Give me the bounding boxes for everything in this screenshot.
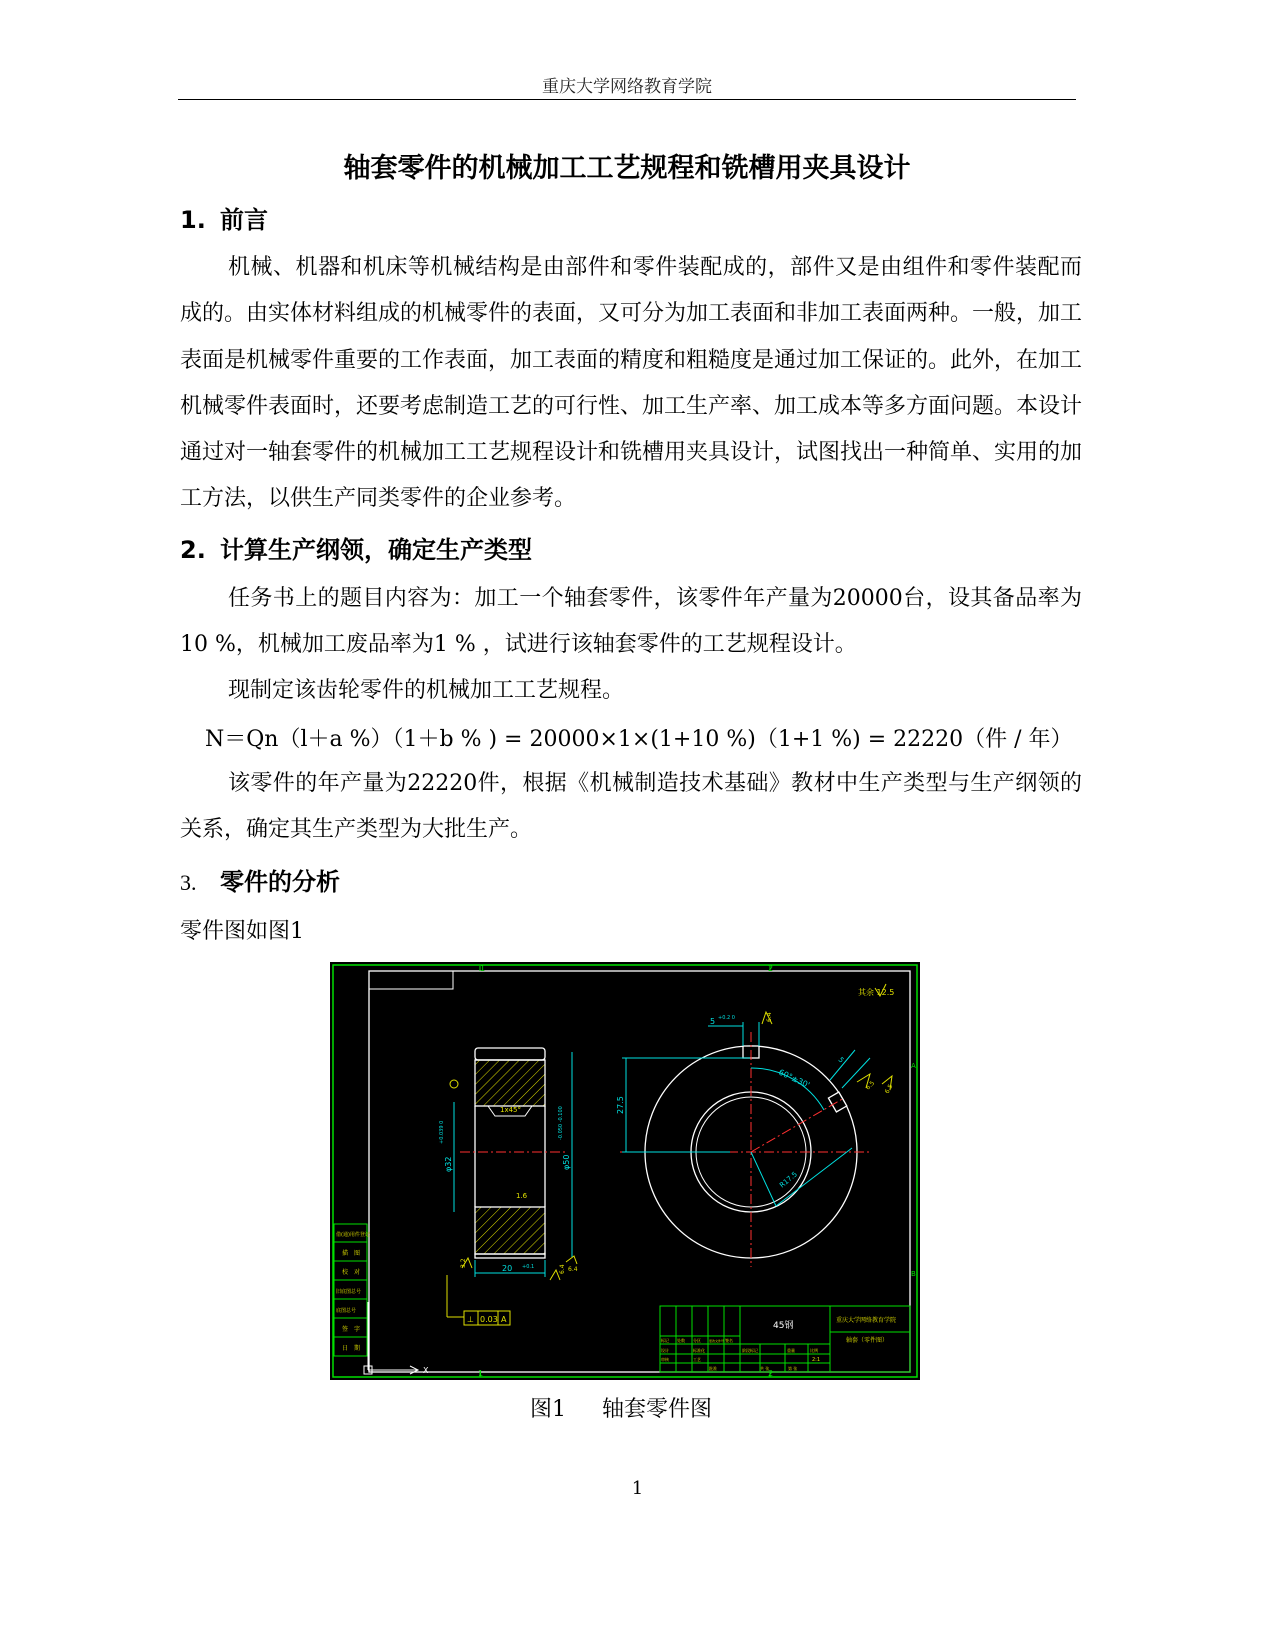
header-divider: [178, 99, 1076, 100]
section-2-paragraph-2: 现制定该齿轮零件的机械加工工艺规程。: [228, 678, 625, 703]
slot-tol: +0.2 0: [718, 1015, 735, 1021]
slot2-width-label: 5: [836, 1055, 846, 1065]
svg-text:批准: 批准: [709, 1366, 717, 1371]
school-label: 重庆大学网络教育学院: [836, 1317, 897, 1324]
datum-label: A: [501, 1315, 507, 1324]
chamfer-label: 1x45°: [500, 1106, 522, 1114]
page-header: 重庆大学网络教育学院: [542, 77, 712, 97]
grid-right-b: B: [911, 1270, 916, 1278]
figure-label: 图1: [530, 1397, 566, 1422]
left-strip: [334, 1224, 370, 1356]
svg-text:分区: 分区: [693, 1338, 701, 1343]
slot-width-label: 5: [710, 1017, 716, 1026]
top-left-box: [369, 971, 453, 989]
inner-roughness: 1.6: [516, 1192, 528, 1200]
depth-label: 27.5: [616, 1096, 625, 1114]
svg-text:6.4: 6.4: [568, 1266, 578, 1273]
scale-label: 2:1: [812, 1357, 821, 1363]
svg-text:日 期: 日 期: [342, 1345, 361, 1352]
svg-text:共 张: 共 张: [760, 1366, 770, 1371]
svg-text:签 字: 签 字: [342, 1326, 361, 1333]
section-title: 前言: [220, 206, 268, 234]
radius-label: R17.5: [778, 1170, 799, 1190]
section-2-paragraph-1: 任务书上的题目内容为：加工一个轴套零件，该零件年产量为20000台，设其备品率为10 %，机械加工废品率为1 % ，试进行该轴套零件的工艺规程设计。: [180, 586, 1082, 658]
outer-dia-tol: -0.050 -0.100: [558, 1106, 564, 1140]
length-label: 20: [502, 1264, 513, 1273]
slot2-roughness: 6.5: [864, 1079, 877, 1092]
grid-top-2: 2: [768, 964, 774, 973]
section-2-paragraph-3: 该零件的年产量为22220件，根据《机械制造技术基础》教材中生产类型与生产纲领的关系，确定其生产类型为大批生产。: [180, 771, 1082, 843]
part-drawing: [330, 962, 920, 1380]
svg-text:更改文件号: 更改文件号: [709, 1339, 725, 1343]
svg-text:X: X: [423, 1366, 429, 1375]
svg-text:⊥: ⊥: [467, 1315, 474, 1324]
svg-text:旧底图总号: 旧底图总号: [336, 1289, 362, 1295]
svg-text:工艺: 工艺: [693, 1357, 701, 1362]
section-number: 2.: [180, 536, 206, 564]
angle-label: 60°±30': [777, 1067, 812, 1090]
svg-text:描 图: 描 图: [342, 1250, 361, 1257]
title-block: [660, 1306, 910, 1372]
svg-text:处数: 处数: [677, 1338, 685, 1343]
slot2-roughness-b: 6.5: [883, 1083, 895, 1095]
section-1-heading: [180, 200, 268, 235]
grid-top-1: 1: [480, 964, 486, 973]
svg-text:标准化: 标准化: [693, 1348, 705, 1353]
section-1-paragraph: 机械、机器和机床等机械结构是由部件和零件装配成的，部件又是由组件和零件装配而成的。由实体材料组成的机械零件的表面，又可分为加工表面和非加工表面两种。一般，加工表面是机械零件重要的工作表面，加工表面的精度和粗糙度是通过加工保证的。此外，在加工机械零件表面时，还要考虑制造工艺的可行性、加工生产率、加工成本等多方面问题。本设计通过对一轴套零件的机械加工工艺规程设计和铣槽用夹具设计，试图找出一种简单、实用的加工方法，以供生产同类零件的企业参考。: [180, 255, 1083, 512]
runout-tol: 0.03: [480, 1315, 498, 1324]
end-roughness-right: 6.4: [559, 1264, 566, 1274]
svg-text:重量: 重量: [787, 1348, 795, 1353]
section-title: 零件的分析: [220, 868, 340, 896]
svg-text:底图总号: 底图总号: [336, 1308, 357, 1314]
svg-text:校 对: 校 对: [342, 1269, 361, 1276]
section-3-heading: [180, 862, 340, 897]
svg-text:审核: 审核: [661, 1357, 669, 1362]
front-view: [439, 1048, 578, 1325]
section-title: 计算生产纲领，确定生产类型: [220, 536, 532, 564]
grid-right-a: A: [911, 1062, 916, 1070]
section-number: 1.: [180, 206, 206, 234]
slot-roughness: 6.4: [766, 1012, 773, 1022]
svg-text:标记: 标记: [661, 1338, 669, 1343]
svg-text:比例: 比例: [810, 1348, 818, 1353]
inner-dia-label: φ32: [444, 1156, 453, 1172]
section-number: 3.: [180, 870, 197, 895]
svg-text:设计: 设计: [661, 1348, 669, 1353]
svg-text:借(通)用件登记: 借(通)用件登记: [336, 1232, 370, 1238]
figure-caption: [530, 1392, 712, 1423]
side-view: [616, 1012, 895, 1267]
svg-text:签名: 签名: [725, 1338, 733, 1343]
end-roughness-left: 3.2: [460, 1258, 467, 1268]
figure-intro: 零件图如图1: [180, 919, 304, 944]
outer-dia-label: φ50: [562, 1154, 571, 1170]
svg-text:阶段标记: 阶段标记: [742, 1348, 758, 1353]
ucs-icon: [364, 1302, 429, 1375]
page-number: 1: [631, 1478, 644, 1499]
cad-drawing-svg: [330, 962, 920, 1380]
grid-bottom-1: 1: [478, 1369, 484, 1378]
part-name-label: 轴套（零件图）: [846, 1337, 889, 1344]
length-tol: +0.1: [522, 1264, 535, 1270]
figure-title: 轴套零件图: [602, 1397, 713, 1422]
roughness-note: 其余 12.5: [858, 988, 895, 997]
section-2-heading: [180, 530, 532, 565]
grid-bottom-2: 2: [768, 1369, 774, 1378]
document-title: 轴套零件的机械加工工艺规程和铣槽用夹具设计: [343, 153, 911, 184]
outer-frame: [333, 965, 917, 1377]
production-formula: N＝Qn（l＋a %）（1＋b % ) = 20000×1×(1+10 %)（1+1 %) = 22220（件 / 年）: [205, 727, 1073, 752]
inner-dia-tol: +0.039 0: [439, 1120, 445, 1144]
svg-text:第 张: 第 张: [788, 1366, 798, 1371]
material-label: 45钢: [773, 1321, 794, 1331]
